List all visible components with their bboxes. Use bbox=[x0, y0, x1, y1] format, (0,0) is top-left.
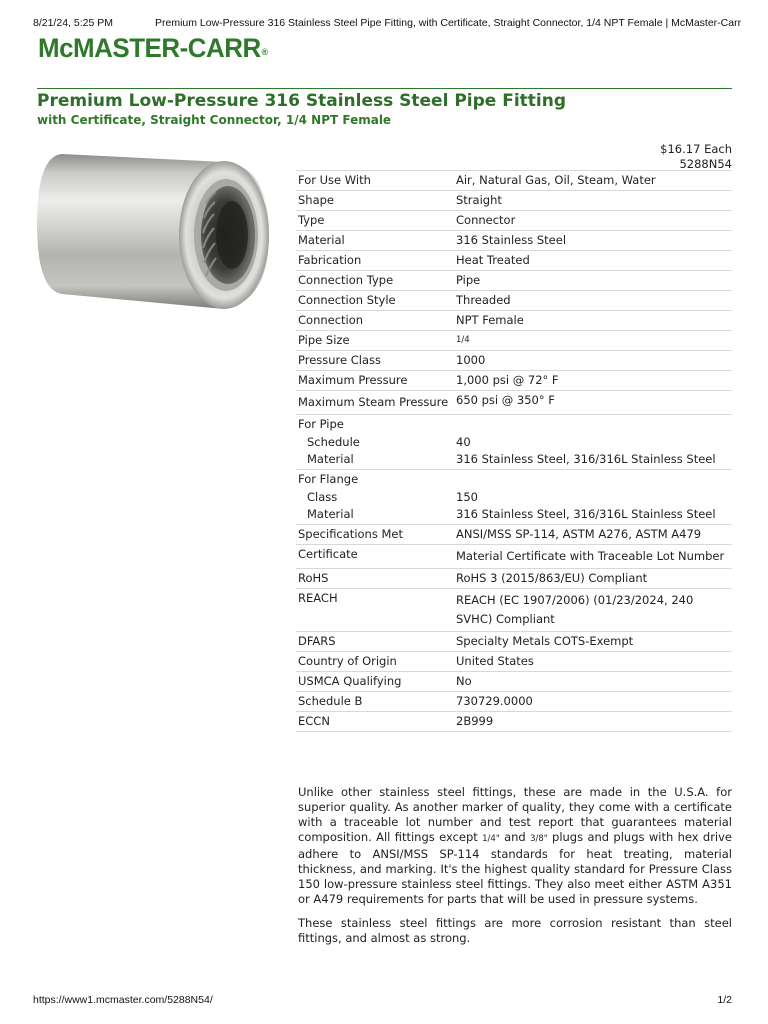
product-description bbox=[298, 785, 732, 955]
spec-label: Maximum Steam Pressure bbox=[296, 391, 454, 415]
description-text: Unlike other stainless steel fittings, these are made in the U.S.A. for superior quality. As another marker of quality, they come with a certificate with a traceable lot number and test report that guarantees material composition. All fittings except bbox=[298, 785, 732, 844]
pipe-coupling-image bbox=[34, 146, 274, 321]
spec-value: 730729.0000 bbox=[454, 692, 732, 712]
spec-value: 316 Stainless Steel, 316/316L Stainless Steel bbox=[454, 451, 732, 470]
spec-label: Material bbox=[296, 231, 454, 251]
spec-row bbox=[296, 525, 732, 545]
mcmaster-logo[interactable] bbox=[38, 33, 268, 64]
spec-label: Connection Style bbox=[296, 291, 454, 311]
spec-value: Connector bbox=[454, 211, 732, 231]
spec-value: 150 bbox=[456, 490, 478, 504]
spec-row bbox=[296, 171, 732, 191]
description-text: and bbox=[499, 830, 531, 844]
spec-label: USMCA Qualifying bbox=[296, 672, 454, 692]
registered-mark: ® bbox=[261, 47, 268, 57]
spec-label: For Use With bbox=[296, 171, 454, 191]
product-title: Premium Low-Pressure 316 Stainless Steel Pipe Fitting bbox=[37, 91, 567, 111]
spec-row bbox=[296, 652, 732, 672]
spec-row bbox=[296, 191, 732, 211]
print-page-title: Premium Low-Pressure 316 Stainless Steel Pipe Fitting, with Certificate, Straight Connector, 1/4 NPT Female | McMaster-Carr bbox=[155, 17, 742, 29]
spec-label: Class bbox=[307, 490, 338, 504]
spec-label: Connection bbox=[296, 311, 454, 331]
spec-row bbox=[296, 545, 732, 569]
spec-row bbox=[296, 451, 732, 470]
spec-label: Schedule bbox=[307, 435, 360, 449]
spec-value: Material Certificate with Traceable Lot Number bbox=[454, 545, 732, 569]
spec-value: REACH (EC 1907/2006) (01/23/2024, 240 SVHC) Compliant bbox=[454, 589, 732, 632]
spec-group-row bbox=[296, 415, 732, 435]
spec-row bbox=[296, 692, 732, 712]
spec-value: Specialty Metals COTS-Exempt bbox=[454, 632, 732, 652]
spec-value: ANSI/MSS SP-114, ASTM A276, ASTM A479 bbox=[454, 525, 732, 545]
spec-group-label: For Pipe bbox=[298, 417, 344, 431]
page-url[interactable]: https://www1.mcmaster.com/5288N54/ bbox=[33, 994, 213, 1006]
spec-value: 1000 bbox=[454, 351, 732, 371]
spec-value: NPT Female bbox=[454, 311, 732, 331]
spec-label: ECCN bbox=[296, 712, 454, 732]
spec-label: Schedule B bbox=[296, 692, 454, 712]
price: $16.17 Each bbox=[660, 142, 732, 156]
spec-label: Maximum Pressure bbox=[296, 371, 454, 391]
description-paragraph: These stainless steel fittings are more corrosion resistant than steel fittings, and almost as strong. bbox=[298, 916, 732, 945]
spec-value: United States bbox=[454, 652, 732, 672]
spec-row bbox=[296, 331, 732, 351]
plug-size-2: 3/8" bbox=[530, 834, 548, 844]
spec-value: 40 bbox=[456, 435, 471, 449]
spec-row bbox=[296, 251, 732, 271]
spec-value: Heat Treated bbox=[454, 251, 732, 271]
spec-row bbox=[296, 291, 732, 311]
spec-row bbox=[296, 712, 732, 732]
spec-row bbox=[296, 672, 732, 692]
header-divider bbox=[37, 88, 732, 89]
spec-row bbox=[296, 391, 732, 415]
spec-label: Shape bbox=[296, 191, 454, 211]
spec-label: Connection Type bbox=[296, 271, 454, 291]
spec-label: Type bbox=[296, 211, 454, 231]
spec-row bbox=[296, 351, 732, 371]
spec-row bbox=[296, 371, 732, 391]
spec-value: 1,000 psi @ 72° F bbox=[454, 371, 732, 391]
spec-row bbox=[296, 589, 732, 632]
spec-row bbox=[296, 271, 732, 291]
spec-value: 1/4 bbox=[454, 331, 732, 351]
spec-value: Air, Natural Gas, Oil, Steam, Water bbox=[454, 171, 732, 191]
spec-label: Material bbox=[296, 506, 454, 525]
part-number: 5288N54 bbox=[679, 157, 732, 171]
spec-row bbox=[296, 489, 732, 506]
plug-size-1: 1/4" bbox=[482, 834, 500, 844]
specs-table bbox=[296, 170, 732, 732]
spec-row bbox=[296, 569, 732, 589]
spec-group-row bbox=[296, 470, 732, 490]
spec-label: Specifications Met bbox=[296, 525, 454, 545]
description-paragraph bbox=[298, 785, 732, 907]
spec-row bbox=[296, 632, 732, 652]
description-text: plugs and plugs with hex drive adhere to ANSI/MSS SP-114 standards for heat treating, material thickness, and marking. It's the highest quality standard for Pressure Class 150 low-pressure stainless steel fittings. They also meet either ASTM A351 or A479 requirements for parts that will be used in pressure systems. bbox=[298, 830, 733, 906]
spec-label: RoHS bbox=[296, 569, 454, 589]
spec-row bbox=[296, 506, 732, 525]
spec-label: Material bbox=[296, 451, 454, 470]
logo-text: McMASTER-CARR bbox=[38, 33, 261, 63]
spec-value: No bbox=[454, 672, 732, 692]
spec-label: Pipe Size bbox=[296, 331, 454, 351]
spec-value: 316 Stainless Steel bbox=[454, 231, 732, 251]
spec-value: 650 psi @ 350° F bbox=[454, 391, 732, 415]
spec-label: Certificate bbox=[296, 545, 454, 569]
spec-value: Pipe bbox=[454, 271, 732, 291]
spec-label: Country of Origin bbox=[296, 652, 454, 672]
spec-label: Pressure Class bbox=[296, 351, 454, 371]
spec-value: RoHS 3 (2015/863/EU) Compliant bbox=[454, 569, 732, 589]
spec-group-label: For Flange bbox=[298, 472, 359, 486]
spec-value: Threaded bbox=[454, 291, 732, 311]
spec-value: 316 Stainless Steel, 316/316L Stainless Steel bbox=[454, 506, 732, 525]
spec-row bbox=[296, 231, 732, 251]
spec-label: REACH bbox=[296, 589, 454, 632]
product-subtitle: with Certificate, Straight Connector, 1/4 NPT Female bbox=[37, 113, 392, 127]
spec-label: Fabrication bbox=[296, 251, 454, 271]
spec-row bbox=[296, 434, 732, 451]
spec-value: Straight bbox=[454, 191, 732, 211]
spec-row bbox=[296, 211, 732, 231]
print-datetime: 8/21/24, 5:25 PM bbox=[33, 17, 113, 29]
spec-row bbox=[296, 311, 732, 331]
spec-label: DFARS bbox=[296, 632, 454, 652]
page-number: 1/2 bbox=[717, 994, 732, 1006]
price-block bbox=[660, 142, 732, 172]
spec-value: 2B999 bbox=[454, 712, 732, 732]
